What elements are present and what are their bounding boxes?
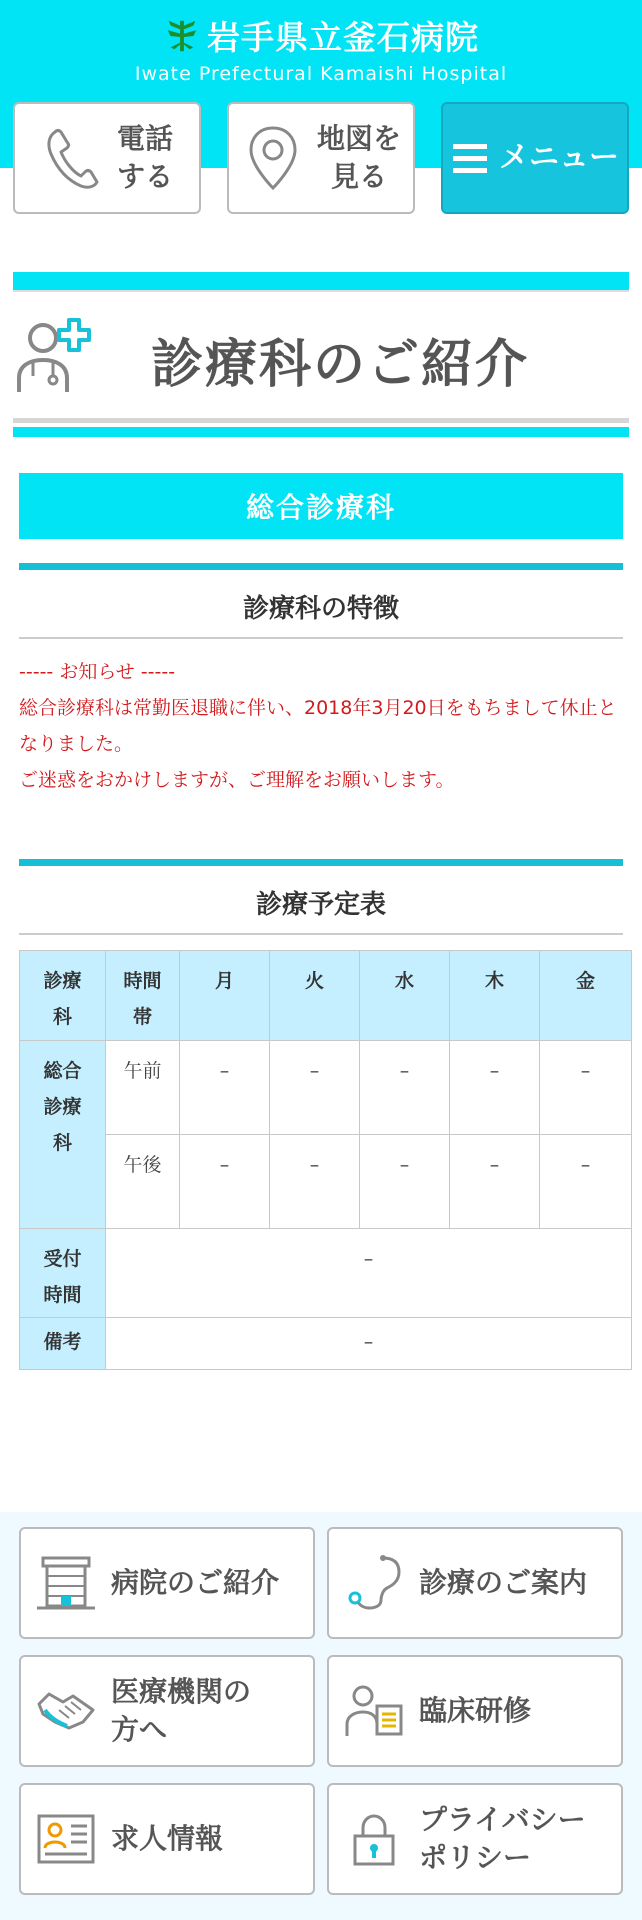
footer-item-label: 医療機関の 方へ <box>111 1675 252 1746</box>
site-title: 岩手県立釜石病院 <box>207 18 479 57</box>
title-top-bar <box>13 272 629 290</box>
am-mon: – <box>180 1041 270 1135</box>
id-card-icon <box>35 1808 97 1870</box>
department-banner: 総合診療科 <box>19 473 623 539</box>
schedule-title: 診療予定表 <box>255 890 386 920</box>
remarks-value: – <box>106 1318 632 1370</box>
menu-button-label: メニュー <box>499 139 619 175</box>
schedule-row-reception <box>20 1229 632 1318</box>
pm-fri: – <box>540 1135 632 1229</box>
building-icon <box>35 1552 97 1614</box>
notice-apology: ご迷惑をおかけしますが、ご理解をお願いします。 <box>19 769 455 791</box>
features-top-line <box>19 563 623 570</box>
reception-value: – <box>106 1229 632 1318</box>
map-button-label: 地図を 見る <box>316 122 401 193</box>
lock-icon <box>343 1808 405 1870</box>
footer-item-label: 求人情報 <box>111 1822 224 1855</box>
notice-body: 総合診療科は常勤医退職に伴い、2018年3月20日をもちまして休止となりました。 <box>19 697 617 755</box>
title-bottom-bar <box>13 427 629 437</box>
reception-label: 受付時間 <box>20 1229 106 1318</box>
page-title: 診療科のご紹介 <box>151 335 530 395</box>
pm-mon: – <box>180 1135 270 1229</box>
header-mon: 月 <box>180 951 270 1041</box>
footer-recruitment-button[interactable] <box>19 1783 315 1895</box>
title-gray-rule <box>13 418 629 423</box>
handshake-icon <box>35 1680 97 1742</box>
header-thu: 木 <box>450 951 540 1041</box>
site-logo[interactable] <box>0 12 642 59</box>
remarks-label: 備考 <box>20 1318 106 1370</box>
footer-hospital-intro-button[interactable] <box>19 1527 315 1639</box>
footer-item-label: 病院のご紹介 <box>111 1566 280 1599</box>
header-fri: 金 <box>540 951 632 1041</box>
footer-privacy-policy-button[interactable] <box>327 1783 623 1895</box>
map-button[interactable] <box>227 102 415 214</box>
am-wed: – <box>360 1041 450 1135</box>
am-tue: – <box>270 1041 360 1135</box>
notice-heading: ----- お知らせ ----- <box>19 661 176 683</box>
pm-wed: – <box>360 1135 450 1229</box>
header-tue: 火 <box>270 951 360 1041</box>
header-wed: 水 <box>360 951 450 1041</box>
schedule-row-remarks <box>20 1318 632 1370</box>
call-button-label: 電話 する <box>116 122 173 193</box>
time-am: 午前 <box>106 1041 180 1135</box>
features-title: 診療科の特徴 <box>242 594 399 624</box>
row-department: 総合診療科 <box>20 1041 106 1229</box>
am-thu: – <box>450 1041 540 1135</box>
time-pm: 午後 <box>106 1135 180 1229</box>
schedule-table <box>19 950 632 1370</box>
site-subtitle: Iwate Prefectural Kamaishi Hospital <box>134 63 508 85</box>
schedule-row-pm <box>20 1135 632 1229</box>
header-department: 診療科 <box>20 951 106 1041</box>
schedule-header-row <box>20 951 632 1041</box>
phone-icon <box>41 122 105 194</box>
trainee-icon <box>343 1680 405 1742</box>
schedule-rule <box>19 933 623 935</box>
footer-medical-guide-button[interactable] <box>327 1527 623 1639</box>
map-pin-icon <box>241 122 305 194</box>
footer-item-label: 臨床研修 <box>419 1694 532 1727</box>
footer-item-label: プライバシー ポリシー <box>419 1803 586 1874</box>
call-button[interactable] <box>13 102 201 214</box>
page-title-area <box>13 290 629 420</box>
pm-tue: – <box>270 1135 360 1229</box>
stethoscope-icon <box>343 1552 405 1614</box>
menu-button[interactable] <box>441 102 629 214</box>
pm-thu: – <box>450 1135 540 1229</box>
hamburger-icon <box>451 139 489 177</box>
am-fri: – <box>540 1041 632 1135</box>
schedule-top-line <box>19 859 623 866</box>
schedule-row-am <box>20 1041 632 1135</box>
doctor-icon <box>13 316 93 396</box>
footer-medical-institutions-button[interactable] <box>19 1655 315 1767</box>
footer-clinical-training-button[interactable] <box>327 1655 623 1767</box>
features-rule <box>19 637 623 639</box>
footer-item-label: 診療のご案内 <box>419 1566 588 1599</box>
header-time: 時間帯 <box>106 951 180 1041</box>
prefecture-emblem-icon <box>163 17 201 55</box>
notice-block <box>19 654 623 798</box>
